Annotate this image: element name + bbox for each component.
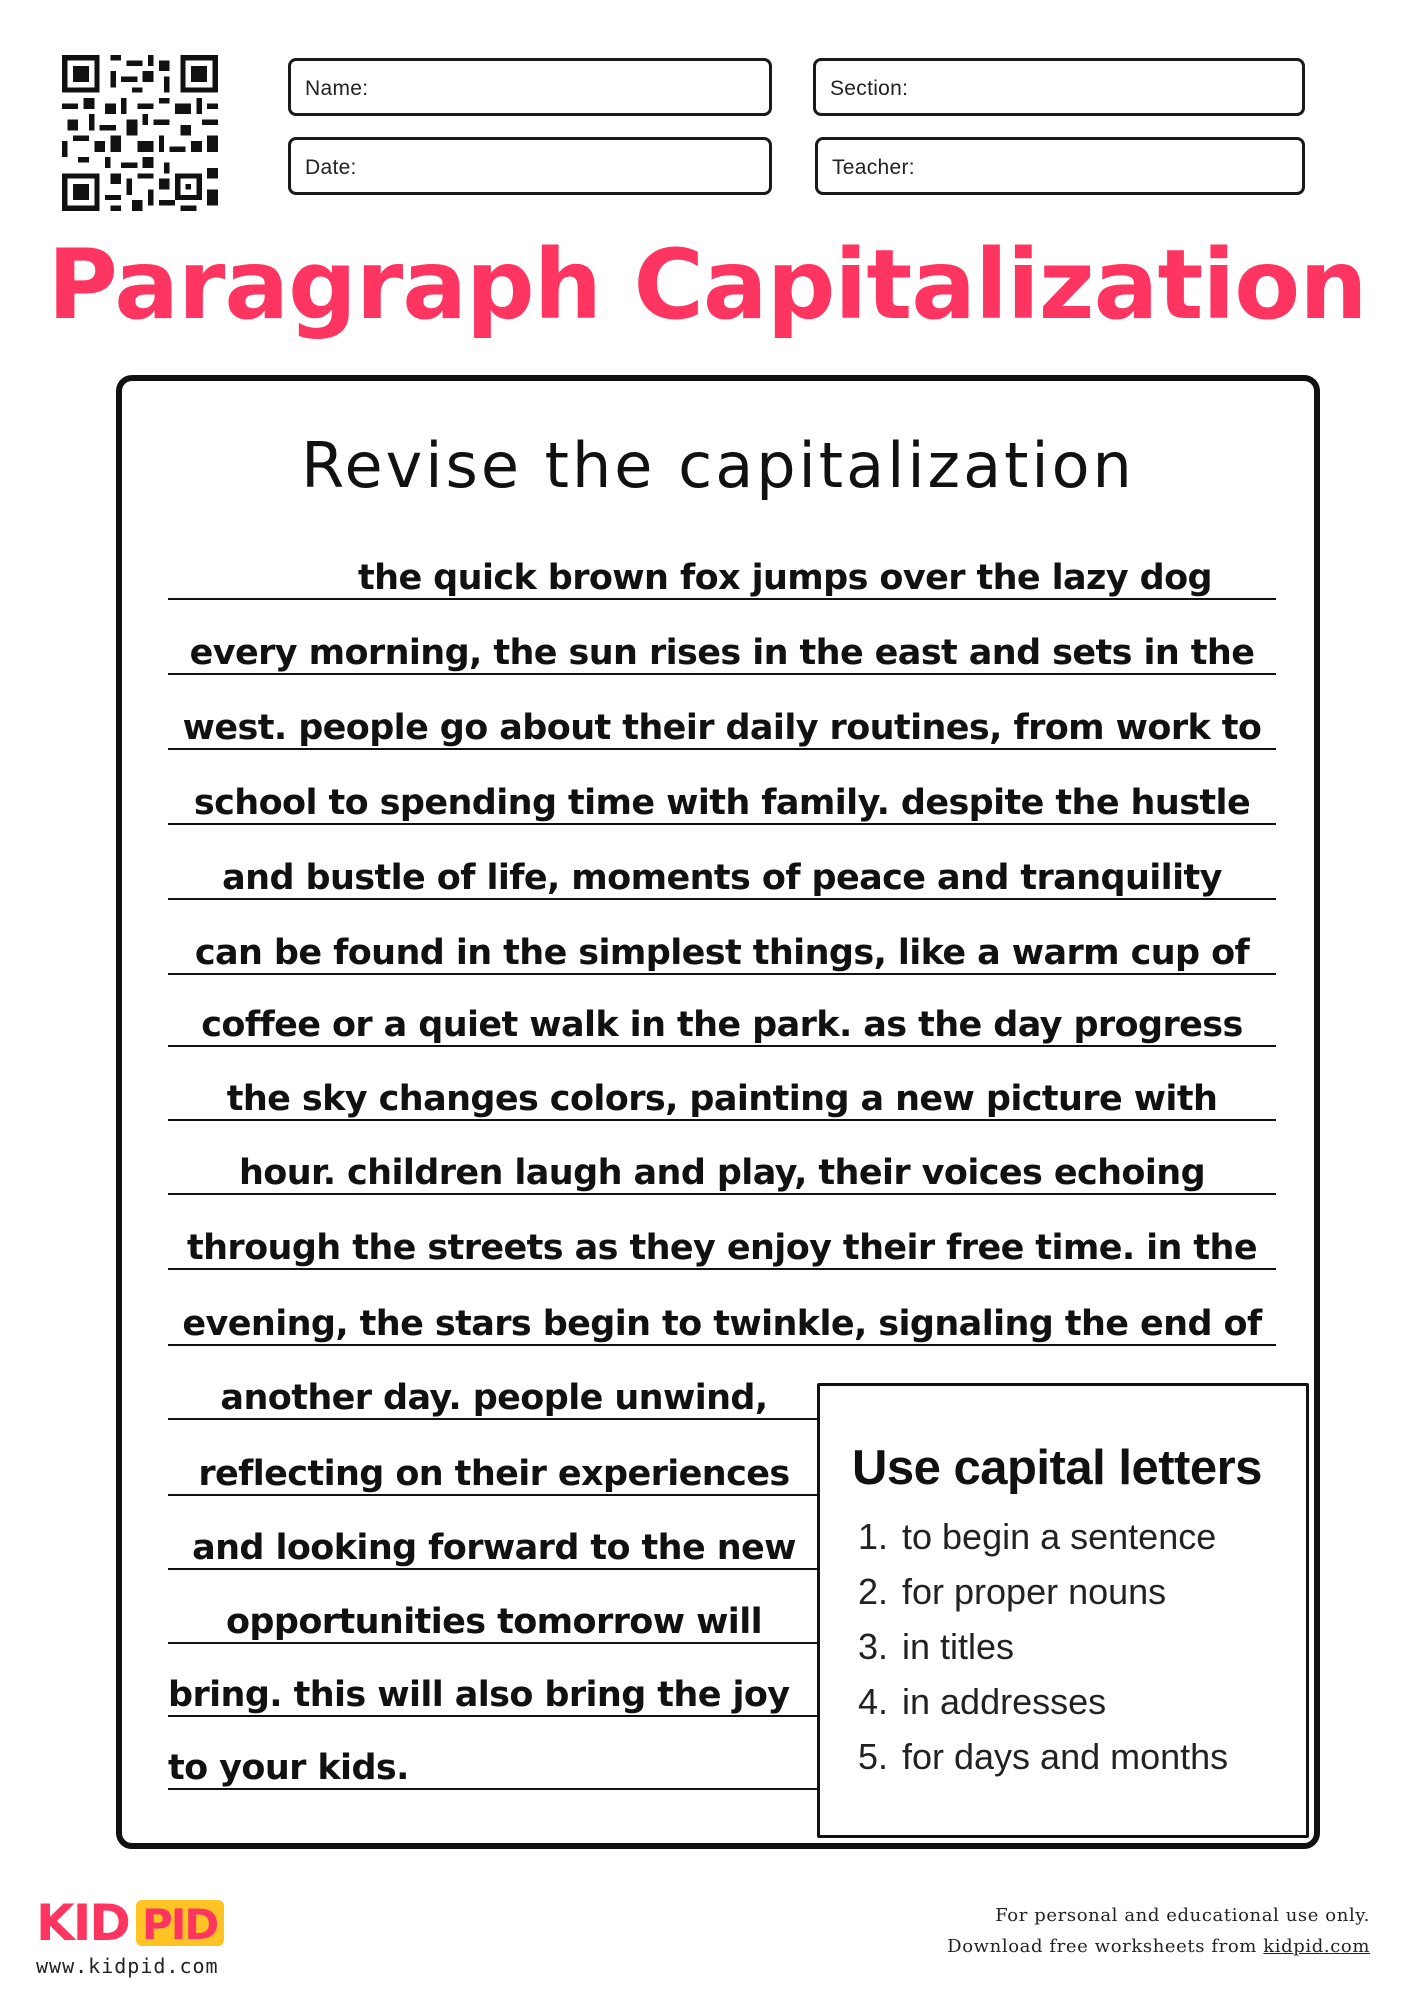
passage-line[interactable]: coffee or a quiet walk in the park. as the day progress (168, 1005, 1276, 1047)
passage-line[interactable]: school to spending time with family. despite the hustle (168, 783, 1276, 825)
passage-line[interactable]: the quick brown fox jumps over the lazy dog (168, 558, 1276, 600)
passage-line[interactable]: through the streets as they enjoy their free time. in the (168, 1228, 1276, 1270)
page-title: Paragraph Capitalization (47, 229, 1367, 341)
qr-code (62, 55, 218, 211)
passage-line[interactable]: every morning, the sun rises in the east and sets in the (168, 633, 1276, 675)
rule-item: 3. in titles (858, 1626, 1015, 1667)
passage-line[interactable]: to your kids. (168, 1748, 820, 1790)
kidpid-logo (36, 1894, 226, 1950)
footer-link[interactable]: kidpid.com (1263, 1936, 1370, 1957)
passage-line[interactable]: and bustle of life, moments of peace and tranquility (168, 858, 1276, 900)
svg-text:KID: KID (36, 1894, 129, 1950)
passage-line[interactable]: bring. this will also bring the joy (168, 1675, 820, 1717)
passage-line[interactable]: another day. people unwind, (168, 1378, 820, 1420)
passage-line[interactable]: can be found in the simplest things, like a warm cup of (168, 933, 1276, 975)
name-field[interactable]: Name: (288, 58, 772, 116)
rule-item: 2. for proper nouns (858, 1571, 1167, 1612)
passage-line[interactable]: and looking forward to the new (168, 1528, 820, 1570)
passage-line[interactable]: west. people go about their daily routines, from work to (168, 708, 1276, 750)
rule-item: 5. for days and months (858, 1736, 1229, 1777)
passage-line[interactable]: evening, the stars begin to twinkle, signaling the end of (168, 1304, 1276, 1346)
passage-line[interactable]: opportunities tomorrow will (168, 1602, 820, 1644)
section-field[interactable]: Section: (813, 58, 1305, 116)
date-field[interactable]: Date: (288, 137, 772, 195)
passage-line[interactable]: the sky changes colors, painting a new picture with (168, 1079, 1276, 1121)
footer-usage-note: For personal and educational use only. (995, 1905, 1370, 1926)
rule-item: 4. in addresses (858, 1681, 1107, 1722)
footer-download-note: Download free worksheets from kidpid.com (947, 1936, 1370, 1957)
passage-line[interactable]: reflecting on their experiences (168, 1454, 820, 1496)
svg-text:PID: PID (142, 1900, 218, 1949)
teacher-field[interactable]: Teacher: (815, 137, 1305, 195)
passage-line[interactable]: hour. children laugh and play, their voices echoing (168, 1153, 1276, 1195)
rules-title: Use capital letters (852, 1441, 1262, 1495)
rule-item: 1. to begin a sentence (858, 1516, 1217, 1557)
brand-url[interactable]: www.kidpid.com (36, 1954, 219, 1978)
instruction-heading: Revise the capitalization (301, 429, 1135, 502)
